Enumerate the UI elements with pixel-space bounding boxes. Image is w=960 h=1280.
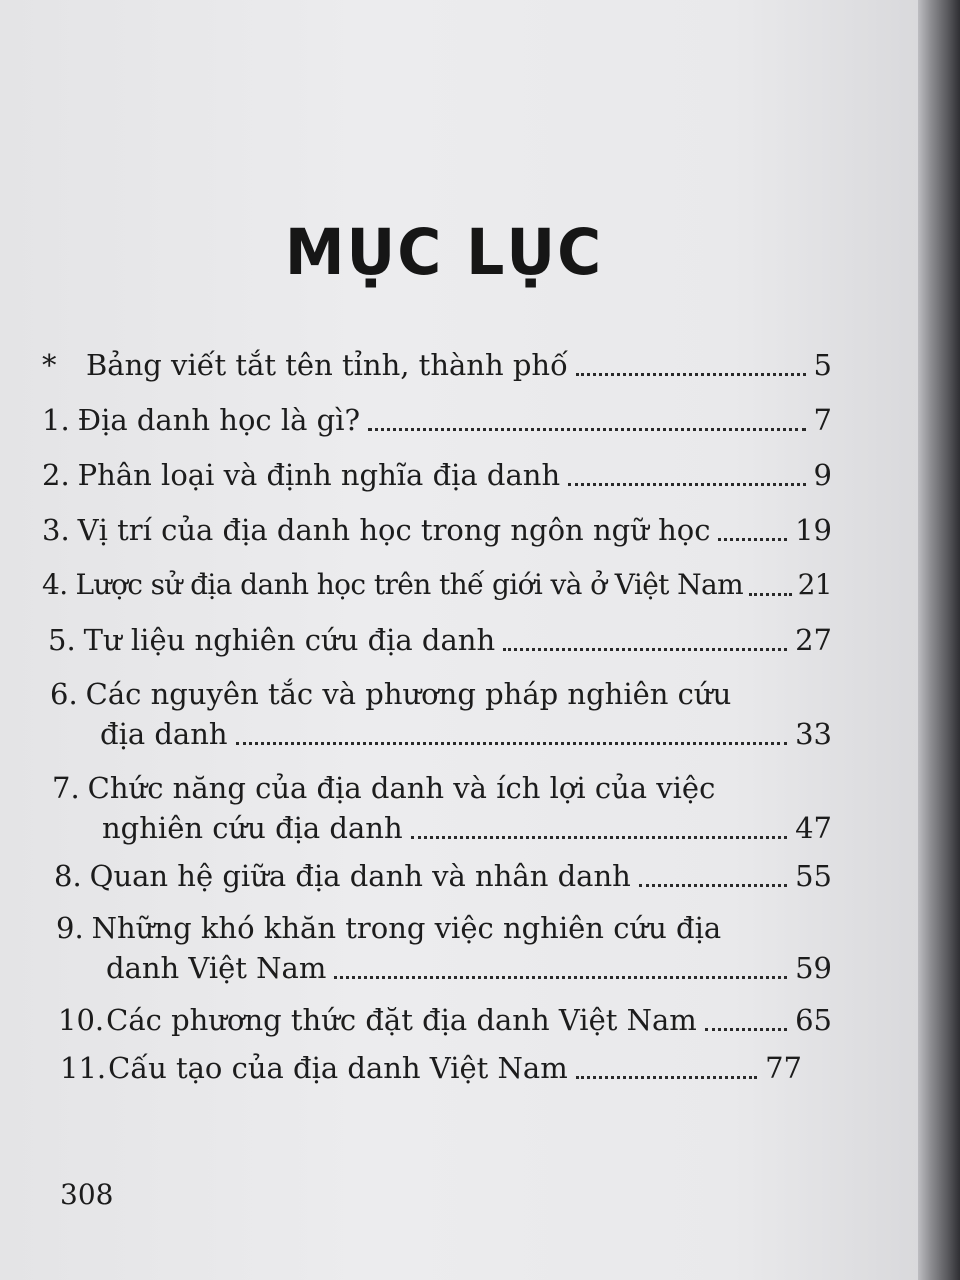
toc-entry-page: 55	[795, 859, 832, 893]
toc-entry-number: 3.	[42, 513, 70, 547]
table-of-contents	[42, 345, 832, 1088]
toc-entry-title: Tư liệu nghiên cứu địa danh	[83, 623, 496, 657]
page-title: MỤC LỤC	[284, 216, 604, 290]
toc-entry	[42, 768, 832, 848]
dot-leader	[639, 884, 787, 887]
toc-entry-title-continued: danh Việt Nam	[106, 951, 327, 985]
toc-entry-title: Quan hệ giữa địa danh và nhân danh	[89, 859, 631, 893]
toc-entry-title: Phân loại và định nghĩa địa danh	[77, 458, 561, 492]
toc-entry	[42, 908, 832, 988]
toc-entry-title: Các nguyên tắc và phương pháp nghiên cứu	[85, 677, 732, 711]
toc-entry-page: 27	[795, 623, 832, 657]
toc-entry	[42, 345, 832, 385]
toc-entry-number: 7.	[52, 771, 80, 805]
toc-entry-page: 77	[765, 1051, 802, 1085]
toc-entry	[42, 1000, 832, 1040]
toc-entry-number: 10.	[58, 1003, 105, 1037]
toc-entry-title: Lược sử địa danh học trên thế giới và ở Việt Nam	[75, 568, 744, 601]
dot-leader	[334, 976, 787, 979]
toc-entry-title: Bảng viết tắt tên tỉnh, thành phố	[86, 348, 568, 382]
toc-entry-title: Cấu tạo của địa danh Việt Nam	[108, 1051, 568, 1085]
toc-entry-title: Chức năng của địa danh và ích lợi của việc	[87, 771, 716, 805]
dot-leader	[576, 373, 806, 376]
dot-leader	[503, 648, 787, 651]
toc-entry-number: 4.	[42, 568, 68, 601]
dot-leader	[705, 1028, 787, 1031]
dot-leader	[718, 538, 787, 541]
dot-leader	[411, 836, 787, 839]
toc-entry-title: Địa danh học là gì?	[77, 403, 361, 437]
toc-entry-number: 2.	[42, 458, 70, 492]
toc-entry	[42, 674, 832, 754]
dot-leader	[368, 428, 805, 431]
dot-leader	[749, 593, 791, 596]
toc-entry	[42, 620, 832, 660]
toc-entry-title-continued: nghiên cứu địa danh	[102, 811, 403, 845]
dot-leader	[236, 742, 788, 745]
toc-entry	[42, 400, 832, 440]
toc-entry-title: Vị trí của địa danh học trong ngôn ngữ học	[77, 513, 711, 547]
toc-entry	[42, 565, 832, 605]
toc-entry	[42, 1048, 802, 1088]
toc-entry-number: *	[42, 348, 57, 382]
toc-entry-title-continued: địa danh	[100, 717, 228, 751]
page-edge-shadow	[918, 0, 960, 1280]
toc-entry	[42, 856, 832, 896]
toc-entry-number: 1.	[42, 403, 70, 437]
toc-entry	[42, 510, 832, 550]
toc-entry-page: 9	[813, 458, 832, 492]
toc-entry-number: 9.	[56, 911, 84, 945]
toc-entry-title: Những khó khăn trong việc nghiên cứu địa	[91, 911, 722, 945]
page-number: 308	[60, 1178, 114, 1211]
toc-entry-page: 21	[797, 568, 832, 601]
toc-entry-number: 5.	[48, 623, 76, 657]
toc-entry-page: 65	[795, 1003, 832, 1037]
toc-entry-page: 59	[795, 951, 832, 985]
toc-entry-title: Các phương thức đặt địa danh Việt Nam	[106, 1003, 697, 1037]
toc-entry	[42, 455, 832, 495]
toc-entry-page: 47	[795, 811, 832, 845]
dot-leader	[568, 483, 805, 486]
dot-leader	[576, 1076, 757, 1079]
toc-entry-page: 33	[795, 717, 832, 751]
toc-entry-number: 6.	[50, 677, 78, 711]
toc-entry-page: 5	[813, 348, 832, 382]
toc-entry-number: 11.	[60, 1051, 107, 1085]
toc-entry-number: 8.	[54, 859, 82, 893]
toc-entry-page: 7	[813, 403, 832, 437]
toc-entry-page: 19	[795, 513, 832, 547]
